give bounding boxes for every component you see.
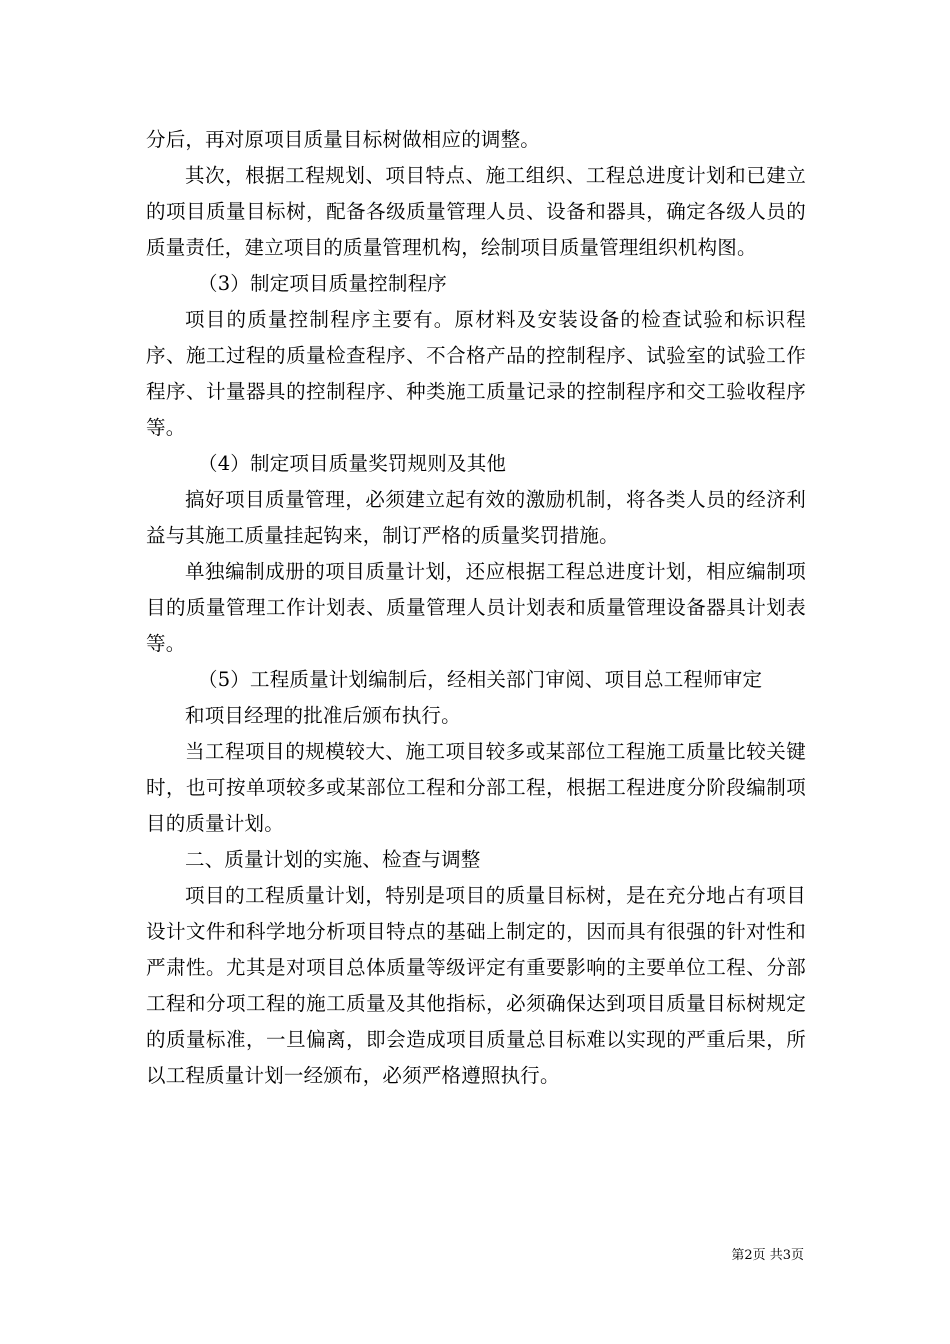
body-text	[146, 122, 806, 1094]
paragraph: 和项目经理的批准后颁布执行。	[185, 704, 461, 727]
paragraph: 分后，再对原项目质量目标树做相应的调整。	[146, 128, 541, 151]
paragraph: 项目的工程质量计划，特别是项目的质量目标树，是在充分地占有项目设计文件和科学地分析项目特点的基础上制定的，因而具有很强的针对性和严肃性。尤其是对项目总体质量等级评定有重要影响的主要单位工程、分部工程和分项工程的施工质量及其他指标，必须确保达到项目质量目标树规定的质量标准，一旦偏离，即会造成项目质量总目标难以实现的严重后果，所以工程质量计划一经颁布，必须严格遵照执行。	[146, 884, 806, 1087]
section-heading: （4）制定项目质量奖罚规则及其他	[198, 452, 507, 475]
section-heading: （5）工程质量计划编制后，经相关部门审阅、项目总工程师审定	[198, 668, 763, 691]
paragraph: 项目的质量控制程序主要有。原材料及安装设备的检查试验和标识程序、施工过程的质量检查程序、不合格产品的控制程序、试验室的试验工作程序、计量器具的控制程序、种类施工质量记录的控制程序和交工验收程序等。	[146, 308, 806, 439]
section-heading: 二、质量计划的实施、检查与调整	[185, 848, 481, 871]
section-heading: （3）制定项目质量控制程序	[198, 272, 448, 295]
page-number-footer: 第2页 共3页	[731, 1248, 804, 1263]
paragraph: 其次，根据工程规划、项目特点、施工组织、工程总进度计划和已建立的项目质量目标树，配备各级质量管理人员、设备和器具，确定各级人员的质量责任，建立项目的质量管理机构，绘制项目质量管理组织机构图。	[146, 164, 806, 259]
paragraph: 搞好项目质量管理，必须建立起有效的激励机制，将各类人员的经济利益与其施工质量挂起钩来，制订严格的质量奖罚措施。	[146, 488, 806, 547]
paragraph: 当工程项目的规模较大、施工项目较多或某部位工程施工质量比较关键时，也可按单项较多或某部位工程和分部工程，根据工程进度分阶段编制项目的质量计划。	[146, 740, 806, 835]
paragraph: 单独编制成册的项目质量计划，还应根据工程总进度计划，相应编制项目的质量管理工作计划表、质量管理人员计划表和质量管理设备器具计划表等。	[146, 560, 806, 655]
